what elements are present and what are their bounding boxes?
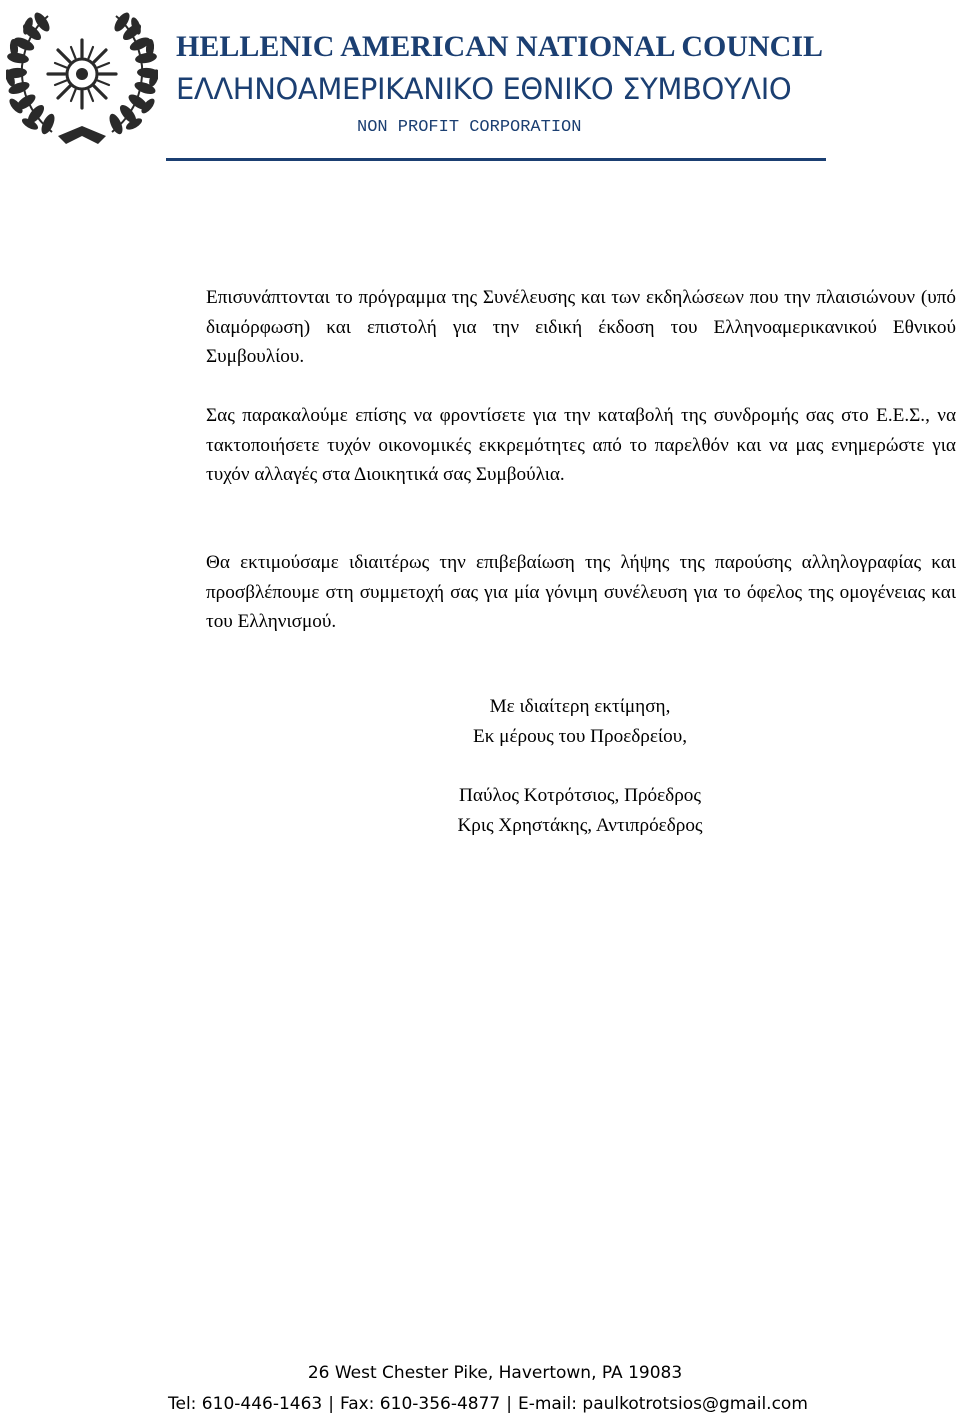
org-name-greek: ΕΛΛΗΝΟΑΜΕΡΙΚΑΝΙΚΟ ΕΘΝΙΚΟ ΣΥΜΒΟΥΛΙΟ bbox=[176, 72, 792, 106]
footer-contact bbox=[168, 1394, 948, 1414]
org-name-english: HELLENIC AMERICAN NATIONAL COUNCIL bbox=[176, 30, 824, 63]
letter-paragraph bbox=[206, 548, 956, 637]
laurel-wreath-vergina-sun-logo bbox=[6, 6, 158, 146]
org-type-subtitle: NON PROFIT CORPORATION bbox=[357, 118, 582, 137]
letter-paragraph bbox=[206, 283, 956, 372]
footer-fax: Fax: 610-356-4877 bbox=[339, 1394, 501, 1414]
footer-separator: | bbox=[506, 1394, 512, 1414]
footer-address: 26 West Chester Pike, Havertown, PA 19083 bbox=[307, 1363, 683, 1383]
closing-on-behalf: Εκ μέρους του Προεδρείου, bbox=[472, 726, 687, 747]
footer-email[interactable]: E-mail: paulkotrotsios@gmail.com bbox=[517, 1394, 808, 1414]
footer-tel: Tel: 610-446-1463 bbox=[168, 1394, 323, 1414]
header-divider bbox=[166, 158, 826, 161]
footer-separator: | bbox=[328, 1394, 334, 1414]
paragraph-text: Σας παρακαλούμε επίσης να φροντίσετε για την καταβολή της συνδρομής σας στο Ε.Ε.Σ., να τακτοποιήσετε τυχόν οικονομικές εκκρεμότητες από το παρελθόν και να μας ενημερώστε για τυχόν αλλαγές στα Διοικητικά σας Συμβούλια. bbox=[206, 405, 956, 485]
paragraph-text: Θα εκτιμούσαμε ιδιαιτέρως την επιβεβαίωση της λήψης της παρούσης αλληλογραφίας και προσβλέπουμε στη συμμετοχή σας για μία γόνιμη συνέλευση για το όφελος της ομογένειας και του Ελληνισμού. bbox=[206, 552, 956, 632]
signatory-president: Παύλος Κοτρότσιος, Πρόεδρος bbox=[459, 785, 701, 806]
signatory-vice-president: Κρις Χρηστάκης, Αντιπρόεδρος bbox=[457, 815, 703, 836]
closing-salutation: Με ιδιαίτερη εκτίμηση, bbox=[489, 696, 671, 717]
paragraph-text: Επισυνάπτονται το πρόγραμμα της Συνέλευσης και των εκδηλώσεων που την πλαισιώνουν (υπό διαμόρφωση) και επιστολή για την ειδική έκδοση του Ελληνοαμερικανικού Εθνικού Συμβουλίου. bbox=[206, 287, 956, 367]
letter-paragraph bbox=[206, 401, 956, 490]
